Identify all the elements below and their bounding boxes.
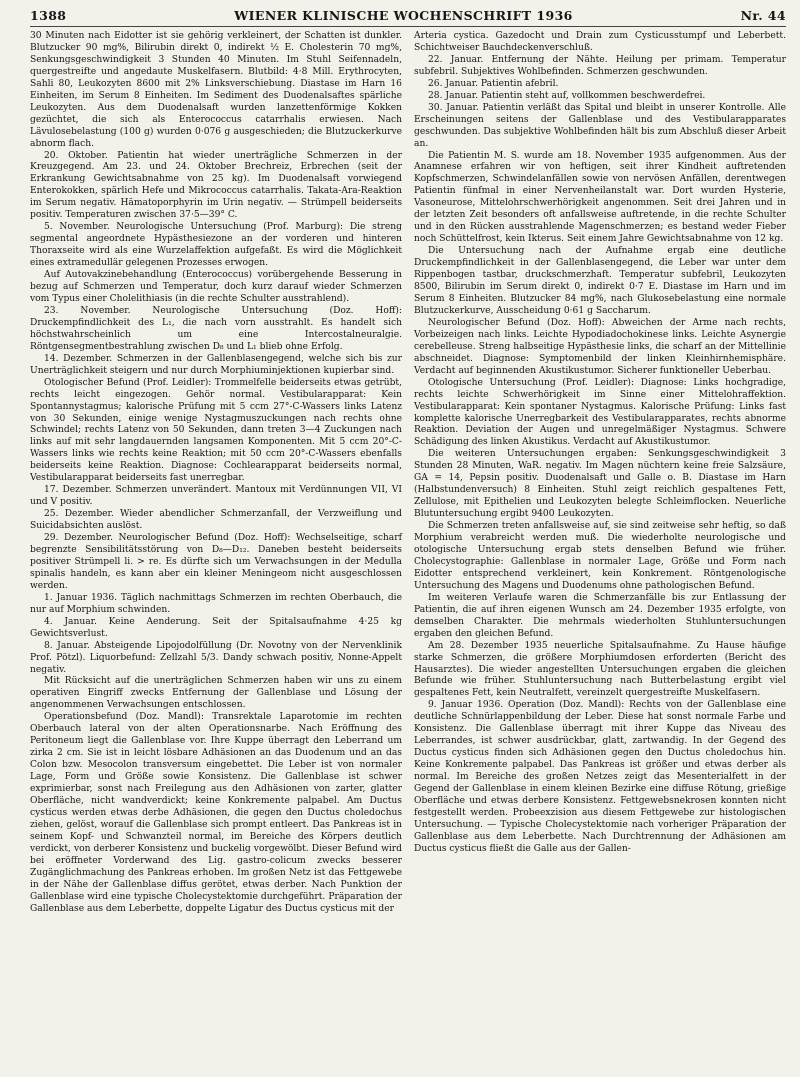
paragraph: 28. Januar. Patientin steht auf, vollkommen beschwerdefrei.	[428, 90, 706, 101]
paragraph: Am 28. Dezember 1935 neuerliche Spitalsaufnahme. Zu Hause häufige starke Schmerzen, die größere Morphiumdosen erforderten (Bericht des Hausarztes). Die wieder angestellten Untersuchungen ergaben die gleichen Befunde wie früher. Stuhluntersuchung nach Butterbelastung ergibt viel gespaltenes Fett, kein Neutralfett, vereinzelt quergestreifte Muskelfasern.	[414, 640, 786, 699]
right-column	[414, 31, 786, 916]
paragraph: Die weiteren Untersuchungen ergaben: Senkungsgeschwindigkeit 3 Stunden 28 Minuten, WaR. negativ. Im Magen nüchtern keine freie Salzsäure, GA = 14, Pepsin positiv. Duodenalsaft und Galle o. B. Diastase im Harn (Halbstundenversuch) 8 Einheiten. Stuhl zeigt reichlich gespaltenes Fett, Zellulose, mit Epithelien und Leukozyten belegte Schleimflocken. Neuerliche Blutuntersuchung ergibt 9400 Leukozyten.	[414, 449, 786, 520]
paragraph: Arteria cystica. Gazedocht und Drain zum Cysticusstumpf und Leberbett. Schichtweiser Bauchdeckenverschluß.	[414, 31, 786, 53]
paragraph: Die Untersuchung nach der Aufnahme ergab eine deutliche Druckempfindlichkeit in der Gallenblasengegend, die Leber war unter dem Rippenbogen tastbar, druckschmerzhaft. Temperatur subfebril, Leukozyten 8500, Bilirubin im Serum direkt 0, indirekt 0·7 E. Diastase im Harn und im Serum 8 Einheiten. Blutzucker 84 mg%, nach Glukosebelastung eine normale Blutzuckerkurve, Ausscheidung 0·61 g Saccharum.	[414, 246, 786, 316]
paragraph: Otologische Untersuchung (Prof. Leidler): Diagnose: Links hochgradige, rechts leichte Schwerhörigkeit im Sinne einer Mittelohraffektion. Vestibularapparat: Kein spontaner Nystagmus. Kalorische Prüfung: Links fast komplette kalorische Unerregbarkeit des Vestibularapparates, rechts abnorme Reaktion. Deviation der Augen und unregelmäßiger Nystagmus. Schwere Schädigung des linken Akustikus. Verdacht auf Akustikustumor.	[414, 377, 786, 448]
paragraph: 1. Januar 1936. Täglich nachmittags Schmerzen im rechten Oberbauch, die nur auf Morphium schwinden.	[30, 592, 402, 615]
paragraph: Operationsbefund (Doz. Mandl): Transrektale Laparotomie im rechten Oberbauch lateral von der alten Operationsnarbe. Nach Eröffnung des Peritoneum liegt die Gallenblase vor. Ihre Kuppe überragt den Leberrand um zirka 2 cm. Sie ist in leicht lösbare Adhäsionen an das Duodenum und an das Colon bzw. Mesocolon transversum eingebettet. Die Leber ist von normaler Lage, Form und Größe sowie Konsistenz. Die Gallenblase ist schwer exprimierbar, sonst nach Freilegung aus den Adhäsionen von zarter, glatter Oberfläche, nicht wandverdickt; keine Konkremente palpabel. Am Ductus cysticus werden etwas derbe Adhäsionen, die gegen den Ductus choledochus ziehen, gelöst, worauf die Gallenblase sich prompt entleert. Das Pankreas ist in seinem Kopf- und Schwanzteil normal, im Bereiche des Körpers deutlich verdickt, von derberer Konsistenz und buckelig vorgewölbt. Dieser Befund wird bei eröffneter Vorderwand des Lig. gastro-colicum zwecks besserer Zugänglichmachung des Pankreas erhoben. Im großen Netz ist das Fettgewebe in der Nähe der Gallenblase diffus gerötet, etwas derber. Nach Punktion der Gallenblase wird eine typische Cholecystektomie durchgeführt. Präparation der Gallenblase aus dem Leberbette, doppelte Ligatur des Ductus cysticus mit der	[30, 712, 402, 914]
paragraph: 5. November. Neurologische Untersuchung (Prof. Marburg): Die streng segmental angeordnete Hypästhesiezone an der vorderen und hinteren Thoraxseite wird als eine Wurzelaffektion aufgefaßt. Es wird die Möglichkeit eines extramedullär gelegenen Prozesses erwogen.	[30, 222, 402, 269]
paragraph: 8. Januar. Absteigende Lipojodolfüllung (Dr. Novotny von der Nervenklinik Prof. Pötzl). Liquorbefund: Zellzahl 5/3. Dandy schwach positiv, Nonne-Appelt negativ.	[30, 640, 402, 675]
page-number: 1388	[30, 8, 67, 23]
paragraph: 20. Oktober. Patientin hat wieder unerträgliche Schmerzen in der Kreuzgegend. Am 23. und 24. Oktober Brechreiz, Erbrechen (seit der Erkrankung Gewichtsabnahme von 25 kg). Im Duodenalsaft vorwiegend Enterokokken, spärlich Hefe und Mikrococcus catarrhalis. Takata-Ara-Reaktion im Serum negativ. Hämatoporphyrin im Urin negativ. — Strümpell beiderseits positiv. Temperaturen zwischen 37·5—39° C.	[30, 150, 402, 221]
paragraph: Im weiteren Verlaufe waren die Schmerzanfälle bis zur Entlassung der Patientin, die auf ihren eigenen Wunsch am 24. Dezember 1935 erfolgte, von demselben Charakter. Die mehrmals wiederholten Stuhluntersuchungen ergaben den gleichen Befund.	[414, 592, 786, 639]
paragraph: 4. Januar. Keine Aenderung. Seit der Spitalsaufnahme 4·25 kg Gewichtsverlust.	[30, 616, 402, 639]
paragraph: Auf Autovakzinebehandlung (Enterococcus) vorübergehende Besserung in bezug auf Schmerzen und Temperatur, doch kurz darauf wieder Schmerzen vom Typus einer Cholelithiasis (in die rechte Schulter ausstrahlend).	[30, 270, 402, 304]
text-columns	[30, 31, 786, 916]
paragraph: Otologischer Befund (Prof. Leidler): Trommelfelle beiderseits etwas getrübt, rechts leicht eingezogen. Gehör normal. Vestibularapparat: Kein Spontannystagmus; kalorische Prüfung mit 5 ccm 27°-C-Wassers links Latenz von 30 Sekunden, einige wenige Nystagmuszuckungen nach rechts ohne Schwindel; rechts Latenz von 50 Sekunden, dann treten 3—4 Zuckungen nach links auf mit sehr langdauernden langsamen Komponenten. Mit 5 ccm 20°-C-Wassers links wie rechts keine Reaktion; mit 50 ccm 20°-C-Wassers ebenfalls beiderseits keine Reaktion. Diagnose: Cochlearapparat beiderseits normal, Vestibularapparat beiderseits fast unerregbar.	[30, 377, 402, 484]
paragraph: 9. Januar 1936. Operation (Doz. Mandl): Rechts von der Gallenblase eine deutliche Schnürlappenbildung der Leber. Diese hat sonst normale Farbe und Konsistenz. Die Gallenblase überragt mit ihrer Kuppe das Niveau des Leberrandes, ist schwer ausdrückbar, glatt, zartwandig. In der Gegend des Ductus cysticus finden sich Adhäsionen gegen den Ductus choledochus hin. Keine Konkremente palpabel. Das Pankreas ist größer und etwas derber als normal. Im Bereiche des großen Netzes zeigt das Mesenterialfett in der Gegend der Gallenblase in einem kleinen Bezirke eine diffuse Rötung, grießige Oberfläche und etwas derbere Konsistenz. Fettgewebsnekrosen konnten nicht festgestellt werden. Probeexzision aus diesem Fettgewebe zur histologischen Untersuchung. — Typische Cholecystektomie nach vorheriger Präparation der Gallenblase aus dem Leberbette. Nach Durchtrennung der Adhäsionen am Ductus cysticus fließt die Galle aus der Gallen-	[414, 700, 786, 854]
paragraph: 26. Januar. Patientin afebril.	[428, 78, 559, 89]
paragraph: 17. Dezember. Schmerzen unverändert. Mantoux mit Verdünnungen VII, VI und V positiv.	[30, 485, 402, 508]
journal-title: WIENER KLINISCHE WOCHENSCHRIFT 1936	[234, 8, 573, 23]
paragraph: 22. Januar. Entfernung der Nähte. Heilung per primam. Temperatur subfebril. Subjektives Wohlbefinden. Schmerzen geschwunden.	[414, 54, 786, 77]
paragraph: Die Schmerzen treten anfallsweise auf, sie sind zeitweise sehr heftig, so daß Morphium verabreicht werden muß. Die wiederholte neurologische und otologische Untersuchung ergab stets denselben Befund wie früher. Cholecystographie: Gallenblase in normaler Lage, Größe und Form nach Eidotter entsprechend verkleinert, kein Konkrement. Röntgenologische Untersuchung des Magens und Duodenums ohne pathologischen Befund.	[414, 521, 786, 591]
paragraph: Neurologischer Befund (Doz. Hoff): Abweichen der Arme nach rechts, Vorbeizeigen nach links. Leichte Hypodiadochokinese links. Leichte Asynergie cerebelleuse. Streng halbseitige Hypästhesie links, die scharf an der Mittellinie abschneidet. Diagnose: Symptomenbild der linken Kleinhirnhemisphäre. Verdacht auf beginnenden Akustikustumor. Sicherer funktioneller Ueberbau.	[414, 317, 786, 376]
issue-number: Nr. 44	[740, 8, 786, 23]
paragraph: 14. Dezember. Schmerzen in der Gallenblasengegend, welche sich bis zur Unerträglichkeit steigern und nur durch Morphiuminjektionen kupierbar sind.	[30, 353, 402, 376]
left-column	[30, 31, 402, 916]
paragraph: 30. Januar. Patientin verläßt das Spital und bleibt in unserer Kontrolle. Alle Erscheinungen seitens der Gallenblase und des Vestibularapparates geschwunden. Das subjektive Wohlbefinden hält bis zum Abschluß dieser Arbeit an.	[414, 102, 786, 149]
paragraph: Die Patientin M. S. wurde am 18. November 1935 aufgenommen. Aus der Anamnese erfahren wir von heftigen, seit ihrer Kindheit auftretenden Kopfschmerzen, Schwindelanfällen sowie von nervösen Anfällen, derentwegen Patientin fünfmal in einer Nervenheilanstalt war. Dort wurden Hysterie, Vasoneurose, Mittelohrschwerhörigkeit angenommen. Seit drei Jahren und in der letzten Zeit besonders oft anfallsweise auftretende, in die rechte Schulter und in den Rücken ausstrahlende Magenschmerzen; es bestand weder Fieber noch Schüttelfrost, kein Ikterus. Seit einem Jahre Gewichtsabnahme von 12 kg.	[414, 150, 786, 245]
paragraph: 29. Dezember. Neurologischer Befund (Doz. Hoff): Wechselseitige, scharf begrenzte Sensibilitätsstörung von D₈—D₁₂. Daneben besteht beiderseits positiver Strümpell li. > re. Es dürfte sich um Verwachsungen in der Medulla spinalis handeln, es kann aber ein kleiner Meningeom nicht ausgeschlossen werden.	[30, 533, 402, 591]
paragraph: 23. November. Neurologische Untersuchung (Doz. Hoff): Druckempfindlichkeit des L₁, die nach vorn ausstrahlt. Es handelt sich höchstwahrscheinlich um eine Intercostalneuralgie. Röntgensegmentbestrahlung zwischen D₈ und L₁ blieb ohne Erfolg.	[30, 305, 402, 352]
paragraph: 25. Dezember. Wieder abendlicher Schmerzanfall, der Verzweiflung und Suicidabsichten auslöst.	[30, 509, 402, 532]
paragraph: 30 Minuten nach Eidotter ist sie gehörig verkleinert, der Schatten ist dunkler. Blutzucker 90 mg%, Bilirubin direkt 0, indirekt ½ E. Cholesterin 70 mg%, Senkungsgeschwindigkeit 3 Stunden 40 Minuten. Im Stuhl Seifennadeln, quergestreifte und angedaute Muskelfasern. Blutbild: 4·8 Mill. Erythrocyten, Sahli 80, Leukozyten 8600 mit 2% Linksverschiebung. Diastase im Harn 16 Einheiten, im Serum 8 Einheiten. Im Sediment des Duodenalsaftes spärliche Leukozyten. Aus dem Duodenalsaft wurden lanzettenförmige Kokken gezüchtet, die sich als Enterococcus catarrhalis erwiesen. Nach Lävulosebelastung (100 g) wurden 0·076 g ausgeschieden; die Blutzuckerkurve abnorm flach.	[30, 31, 402, 149]
paragraph: Mit Rücksicht auf die unerträglichen Schmerzen haben wir uns zu einem operativen Eingriff zwecks Entfernung der Gallenblase und Lösung der angenommenen Verwachsungen entschlossen.	[30, 676, 402, 711]
page-header	[30, 8, 786, 27]
